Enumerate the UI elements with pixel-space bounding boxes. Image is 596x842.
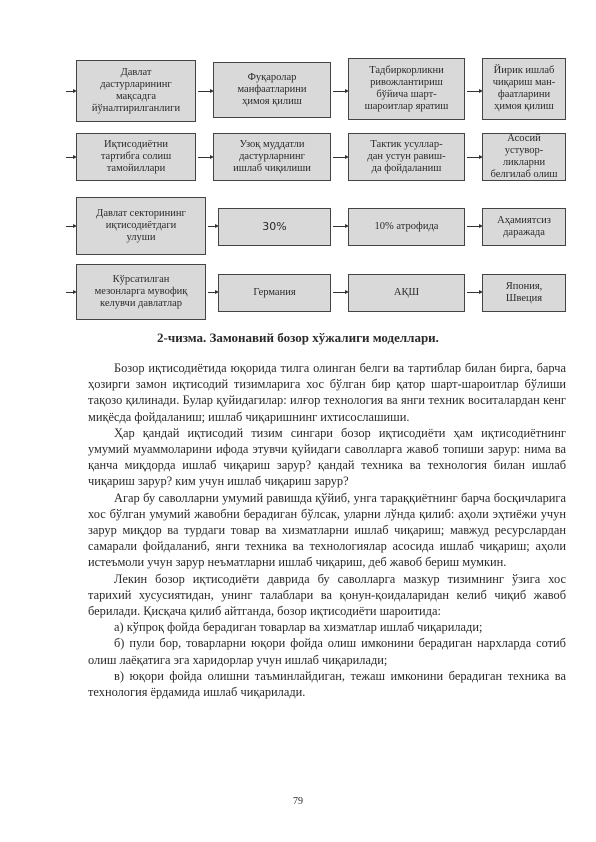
arrow-row-1 (66, 91, 74, 92)
diagram-cell: Аҳамиятсиз даражада (482, 208, 566, 246)
diagram-cell: 30% (218, 208, 331, 246)
diagram-cell: Фуқаролар манфаатларини ҳимоя қилиш (213, 62, 331, 118)
diagram-cell: Давлат секторининг иқтисодиётдаги улуши (76, 197, 206, 255)
diagram-cell: Тактик усуллар- дан устун равиш- да фойдаланиш (348, 133, 465, 181)
figure-caption: 2-чизма. Замонавий бозор хўжалиги моделлари. (157, 330, 439, 345)
body-text (88, 360, 566, 700)
arrow-row-1 (198, 91, 211, 92)
arrow-row-4 (333, 292, 346, 293)
paragraph: Лекин бозор иқтисодиёти даврида бу саволларга мазкур тизимнинг ўзига хос тарихий хусусиятидан, унинг талаблари ва қонун-қоидаларидан келиб чиқиб жавоб берилади. Қисқача қилиб айтганда, бозор иқтисодиёти шароитида: (88, 571, 566, 619)
diagram-cell: Йирик ишлаб чиқариш ман- фаатларини ҳимоя қилиш (482, 58, 566, 120)
arrow-row-2 (66, 157, 74, 158)
diagram-cell: Германия (218, 274, 331, 312)
list-item: б) пули бор, товарларни юқори фойда олиш имконини берадиган нархларда сотиб олиш лаёқатига эга харидорлар учун ишлаб чиқарилади; (88, 636, 566, 667)
arrow-row-2 (198, 157, 211, 158)
paragraph: Агар бу саволларни умумий равишда қўйиб, унга тараққиётнинг барча босқичларига хос бўлган умумий жавобни берадиган бўлсак, уларни лўнда қилиб: аҳоли эҳтиёжи учун зарур миқдор ва турдаги товар ва хизматларни ишлаб чиқариш; мавжуд ресурслардан самарали фойдаланиб, янги техника ва технологиялар асосида ишлаб чиқариш; аҳоли истеъмоли учун зарур неъматларни ишлаб чиқариш, деб жавоб бериш мумкин. (88, 490, 566, 570)
page-number: 79 (293, 796, 303, 807)
diagram-cell: Япония, Швеция (482, 274, 566, 312)
arrow-row-4 (467, 292, 480, 293)
diagram-cell: 10% атрофида (348, 208, 465, 246)
arrow-row-2 (467, 157, 480, 158)
diagram-cell: Давлат дастурларининг мақсадга йўналтирилганлиги (76, 60, 196, 122)
arrow-row-3 (66, 226, 74, 227)
arrow-row-1 (467, 91, 480, 92)
diagram-cell: Иқтисодиётни тартибга солиш тамойиллари (76, 133, 196, 181)
arrow-row-4 (66, 292, 74, 293)
arrow-row-3 (333, 226, 346, 227)
paragraph: Ҳар қандай иқтисодий тизим сингари бозор иқтисодиёти ҳам иқтисодиётнинг умумий муаммоларини ифода этувчи қуйидаги саволларга жавоб топиши зарур: нима ва қанча миқдорда ишлаб чиқариш зарур? қандай техника ва технология билан ишлаб чиқариш зарур? ким учун ишлаб чиқариш зарур? (88, 425, 566, 489)
arrow-row-3 (208, 226, 216, 227)
list-item: а) кўпроқ фойда берадиган товарлар ва хизматлар ишлаб чиқарилади; (114, 620, 483, 635)
arrow-row-2 (333, 157, 346, 158)
paragraph: Бозор иқтисодиётида юқорида тилга олинган белги ва тартиблар билан бирга, барча ҳозирги замон иқтисодий тизимларига хос бўлган бир қатор шарт-шароитлар бўлиши тақозо қилинади. Булар қуйидагилар: илғор технология ва янги техник воситалардан кенг миқёсда фойдаланиш; ишлаб чиқаришнинг ихтисослашиши. (88, 361, 566, 424)
diagram-cell: Тадбиркорликни ривожлантириш бўйича шарт- шароитлар яратиш (348, 58, 465, 120)
diagram-cell: Асосий устувор- ликларни белгилаб олиш (482, 133, 566, 181)
arrow-row-1 (333, 91, 346, 92)
arrow-row-4 (208, 292, 216, 293)
diagram-cell: Узоқ муддатли дастурларнинг ишлаб чиқилиши (213, 133, 331, 181)
diagram-cell: Кўрсатилган мезонларга мувофиқ келувчи давлатлар (76, 264, 206, 320)
diagram-cell: АҚШ (348, 274, 465, 312)
list-item: в) юқори фойда олишни таъминлайдиган, тежаш имконини берадиган техника ва технология ёрдамида ишлаб чиқарилади. (88, 668, 566, 700)
arrow-row-3 (467, 226, 480, 227)
